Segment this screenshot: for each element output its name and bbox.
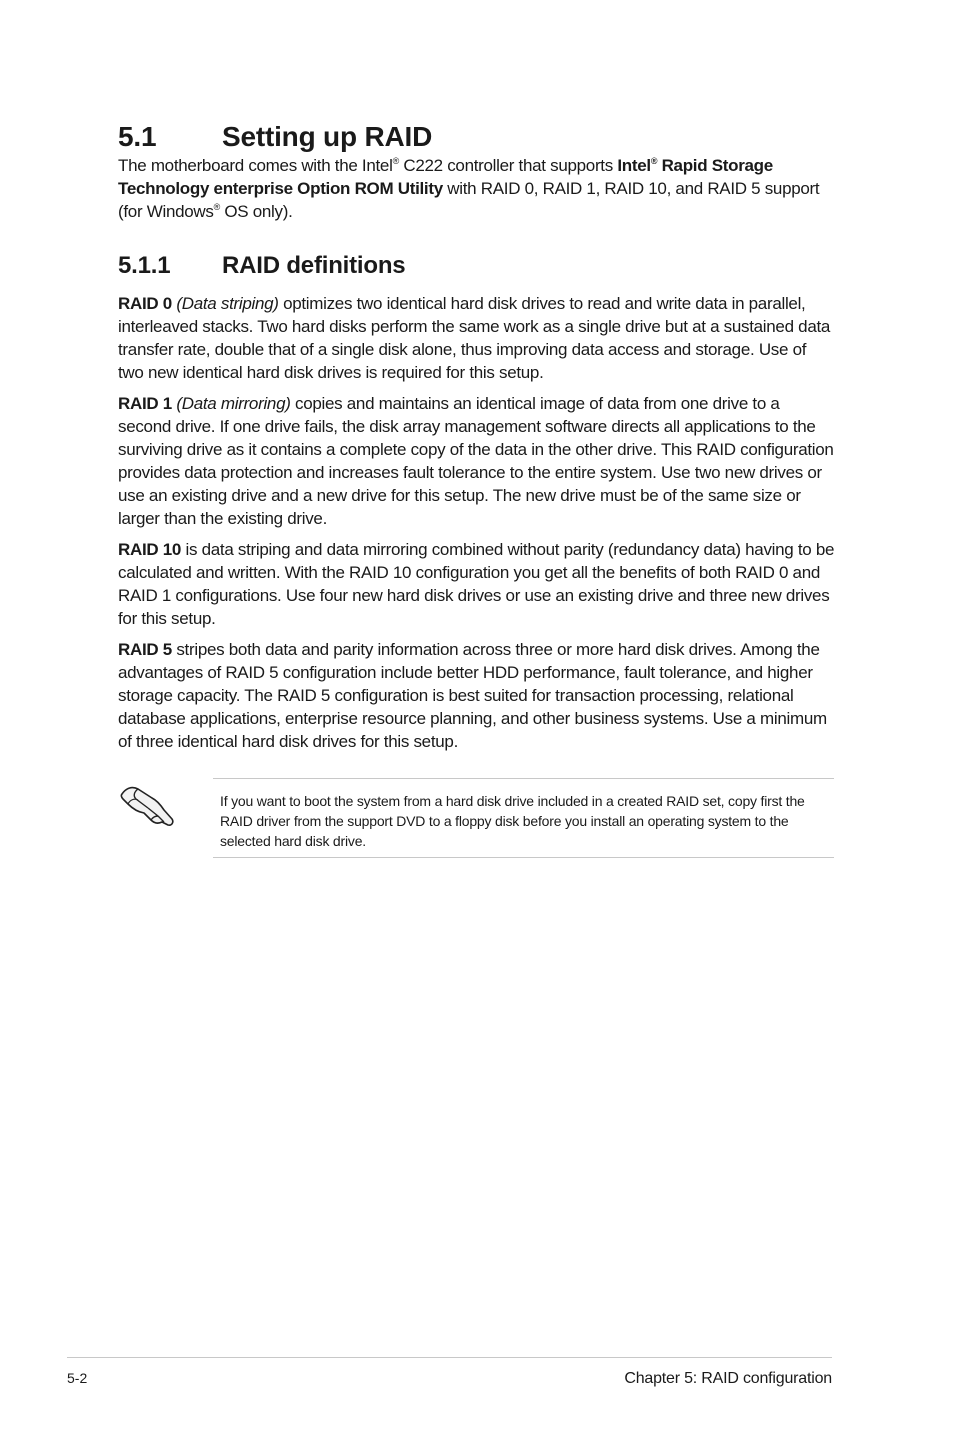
- definition-text: optimizes two identical hard disk drives to read and write data in parallel, interleaved stacks. Two hard disks perform the same work as a single drive but at a sustained data transfer rate, double that of a single disk alone, thus improving data access and storage. Use of two new identical hard disk drives is required for this setup.: [118, 294, 831, 382]
- raid5-definition: [118, 638, 836, 753]
- registered-mark: ®: [650, 156, 658, 166]
- definition-term: RAID 0: [118, 294, 172, 313]
- definition-qualifier: (Data mirroring): [176, 394, 291, 413]
- section-heading: [118, 120, 836, 154]
- chapter-label: Chapter 5: RAID configuration: [624, 1370, 832, 1387]
- registered-mark: ®: [392, 156, 399, 166]
- raid10-definition: [118, 538, 836, 630]
- intro-text: C222 controller that supports: [398, 156, 618, 175]
- subsection-title: RAID definitions: [222, 252, 406, 279]
- note-box: [213, 778, 834, 858]
- definition-term: RAID 5: [118, 640, 172, 659]
- hand-note-icon: [118, 782, 176, 830]
- footer-divider: [67, 1357, 832, 1358]
- definition-text: stripes both data and parity information across three or more hard disk drives. Among the advantages of RAID 5 configuration include better HDD performance, fault tolerance, and higher storage capacity. The RAID 5 configuration is best suited for transaction processing, relational database applications, enterprise resource planning, and other business systems. Use a minimum of three identical hard disk drives for this setup.: [118, 640, 827, 751]
- page-number: 5-2: [67, 1370, 88, 1386]
- intro-text: with RAID 0, RAID 1, RAID 10, and RAID 5 support (for Windows: [118, 179, 820, 221]
- intro-text: The motherboard comes with the Intel: [118, 156, 393, 175]
- registered-mark: ®: [213, 202, 220, 212]
- intro-bold-text: Intel: [617, 156, 651, 175]
- intro-paragraph: [118, 154, 836, 223]
- raid0-definition: [118, 292, 836, 384]
- section-title: Setting up RAID: [222, 121, 433, 152]
- definition-qualifier: (Data striping): [176, 294, 279, 313]
- section-number: 5.1: [118, 121, 157, 152]
- intro-bold-text: Rapid Storage Technology enterprise Option ROM Utility: [118, 156, 773, 198]
- subsection-number: 5.1.1: [118, 252, 171, 279]
- page-content: [118, 120, 836, 753]
- subsection-heading: [118, 251, 836, 281]
- raid1-definition: [118, 392, 836, 530]
- intro-text: OS only).: [219, 202, 293, 221]
- definition-text: copies and maintains an identical image of data from one drive to a second drive. If one drive fails, the disk array management software directs all applications to the surviving drive as it contains a complete copy of the data in the other drive. This RAID configuration provides data protection and increases fault tolerance to the entire system. Use two new drives or use an existing drive and a new drive for this setup. The new drive must be of the same size or larger than the existing drive.: [118, 394, 834, 528]
- definition-term: RAID 10: [118, 540, 182, 559]
- definition-term: RAID 1: [118, 394, 172, 413]
- note-text: If you want to boot the system from a hard disk drive included in a created RAID set, copy first the RAID driver from the support DVD to a floppy disk before you install an operating system to the selected hard disk drive.: [220, 793, 805, 849]
- definition-text: is data striping and data mirroring combined without parity (redundancy data) having to be calculated and written. With the RAID 10 configuration you get all the benefits of both RAID 0 and RAID 1 configurations. Use four new hard disk drives or use an existing drive and three new drives for this setup.: [118, 540, 835, 628]
